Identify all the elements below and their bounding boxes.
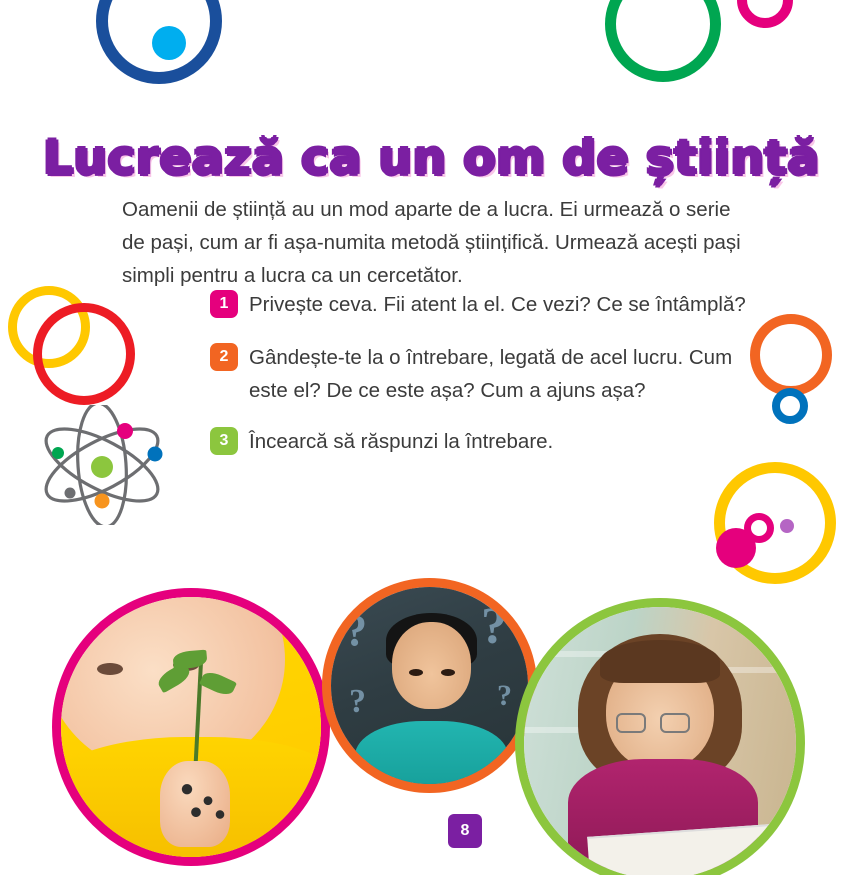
photo-girl-holding-seedling	[52, 588, 330, 866]
photo-shirt	[355, 721, 509, 793]
question-mark-icon: ?	[497, 679, 512, 712]
photo-girl-reading-book	[515, 598, 805, 875]
dot-cyan-top	[152, 26, 186, 60]
photo-eye-left	[409, 669, 423, 676]
question-mark-icon: ?	[481, 598, 507, 655]
question-mark-icon: ?	[349, 683, 366, 720]
step-text-1: Privește ceva. Fii atent la el. Ce vezi? Ce se întâmplă?	[249, 293, 746, 316]
photo-eye-left	[97, 663, 123, 675]
photo-face	[392, 622, 471, 709]
photo-hair-fringe	[600, 640, 720, 684]
list-item	[210, 425, 770, 458]
ring-red-left	[33, 303, 135, 405]
step-text-3: Încearcă să răspunzi la întrebare.	[249, 430, 554, 453]
page-number: 8	[448, 814, 482, 848]
step-badge-1: 1	[210, 290, 238, 318]
ring-pink-right	[744, 513, 774, 543]
question-mark-icon: ?	[345, 606, 367, 655]
list-item	[210, 288, 770, 321]
step-text-2: Gândește-te la o întrebare, legată de acel lucru. Cum este el? De ce este așa? Cum a ajuns așa?	[249, 346, 733, 402]
photo-boy-with-question-marks	[322, 578, 537, 793]
step-badge-3: 3	[210, 427, 238, 455]
ring-blue-right	[772, 388, 808, 424]
intro-paragraph: Oamenii de știință au un mod aparte de a lucra. Ei urmează o serie de pași, cum ar fi așa-numita metodă științifică. Urmează acești pași simpli pentru a lucra ca un cercetător.	[122, 197, 741, 287]
photo-roots	[175, 780, 235, 826]
photo-eye-right	[441, 669, 455, 676]
ring-green-top	[605, 0, 721, 82]
ring-magenta-top	[737, 0, 793, 28]
photo-glasses-left	[616, 713, 646, 733]
steps-list	[210, 288, 770, 478]
atom-illustration	[30, 405, 175, 525]
dot-violet-right	[780, 519, 794, 533]
page-title: Lucrează ca un om de știință	[43, 131, 820, 187]
step-badge-2: 2	[210, 343, 238, 371]
photo-glasses-right	[660, 713, 690, 733]
list-item	[210, 341, 770, 407]
